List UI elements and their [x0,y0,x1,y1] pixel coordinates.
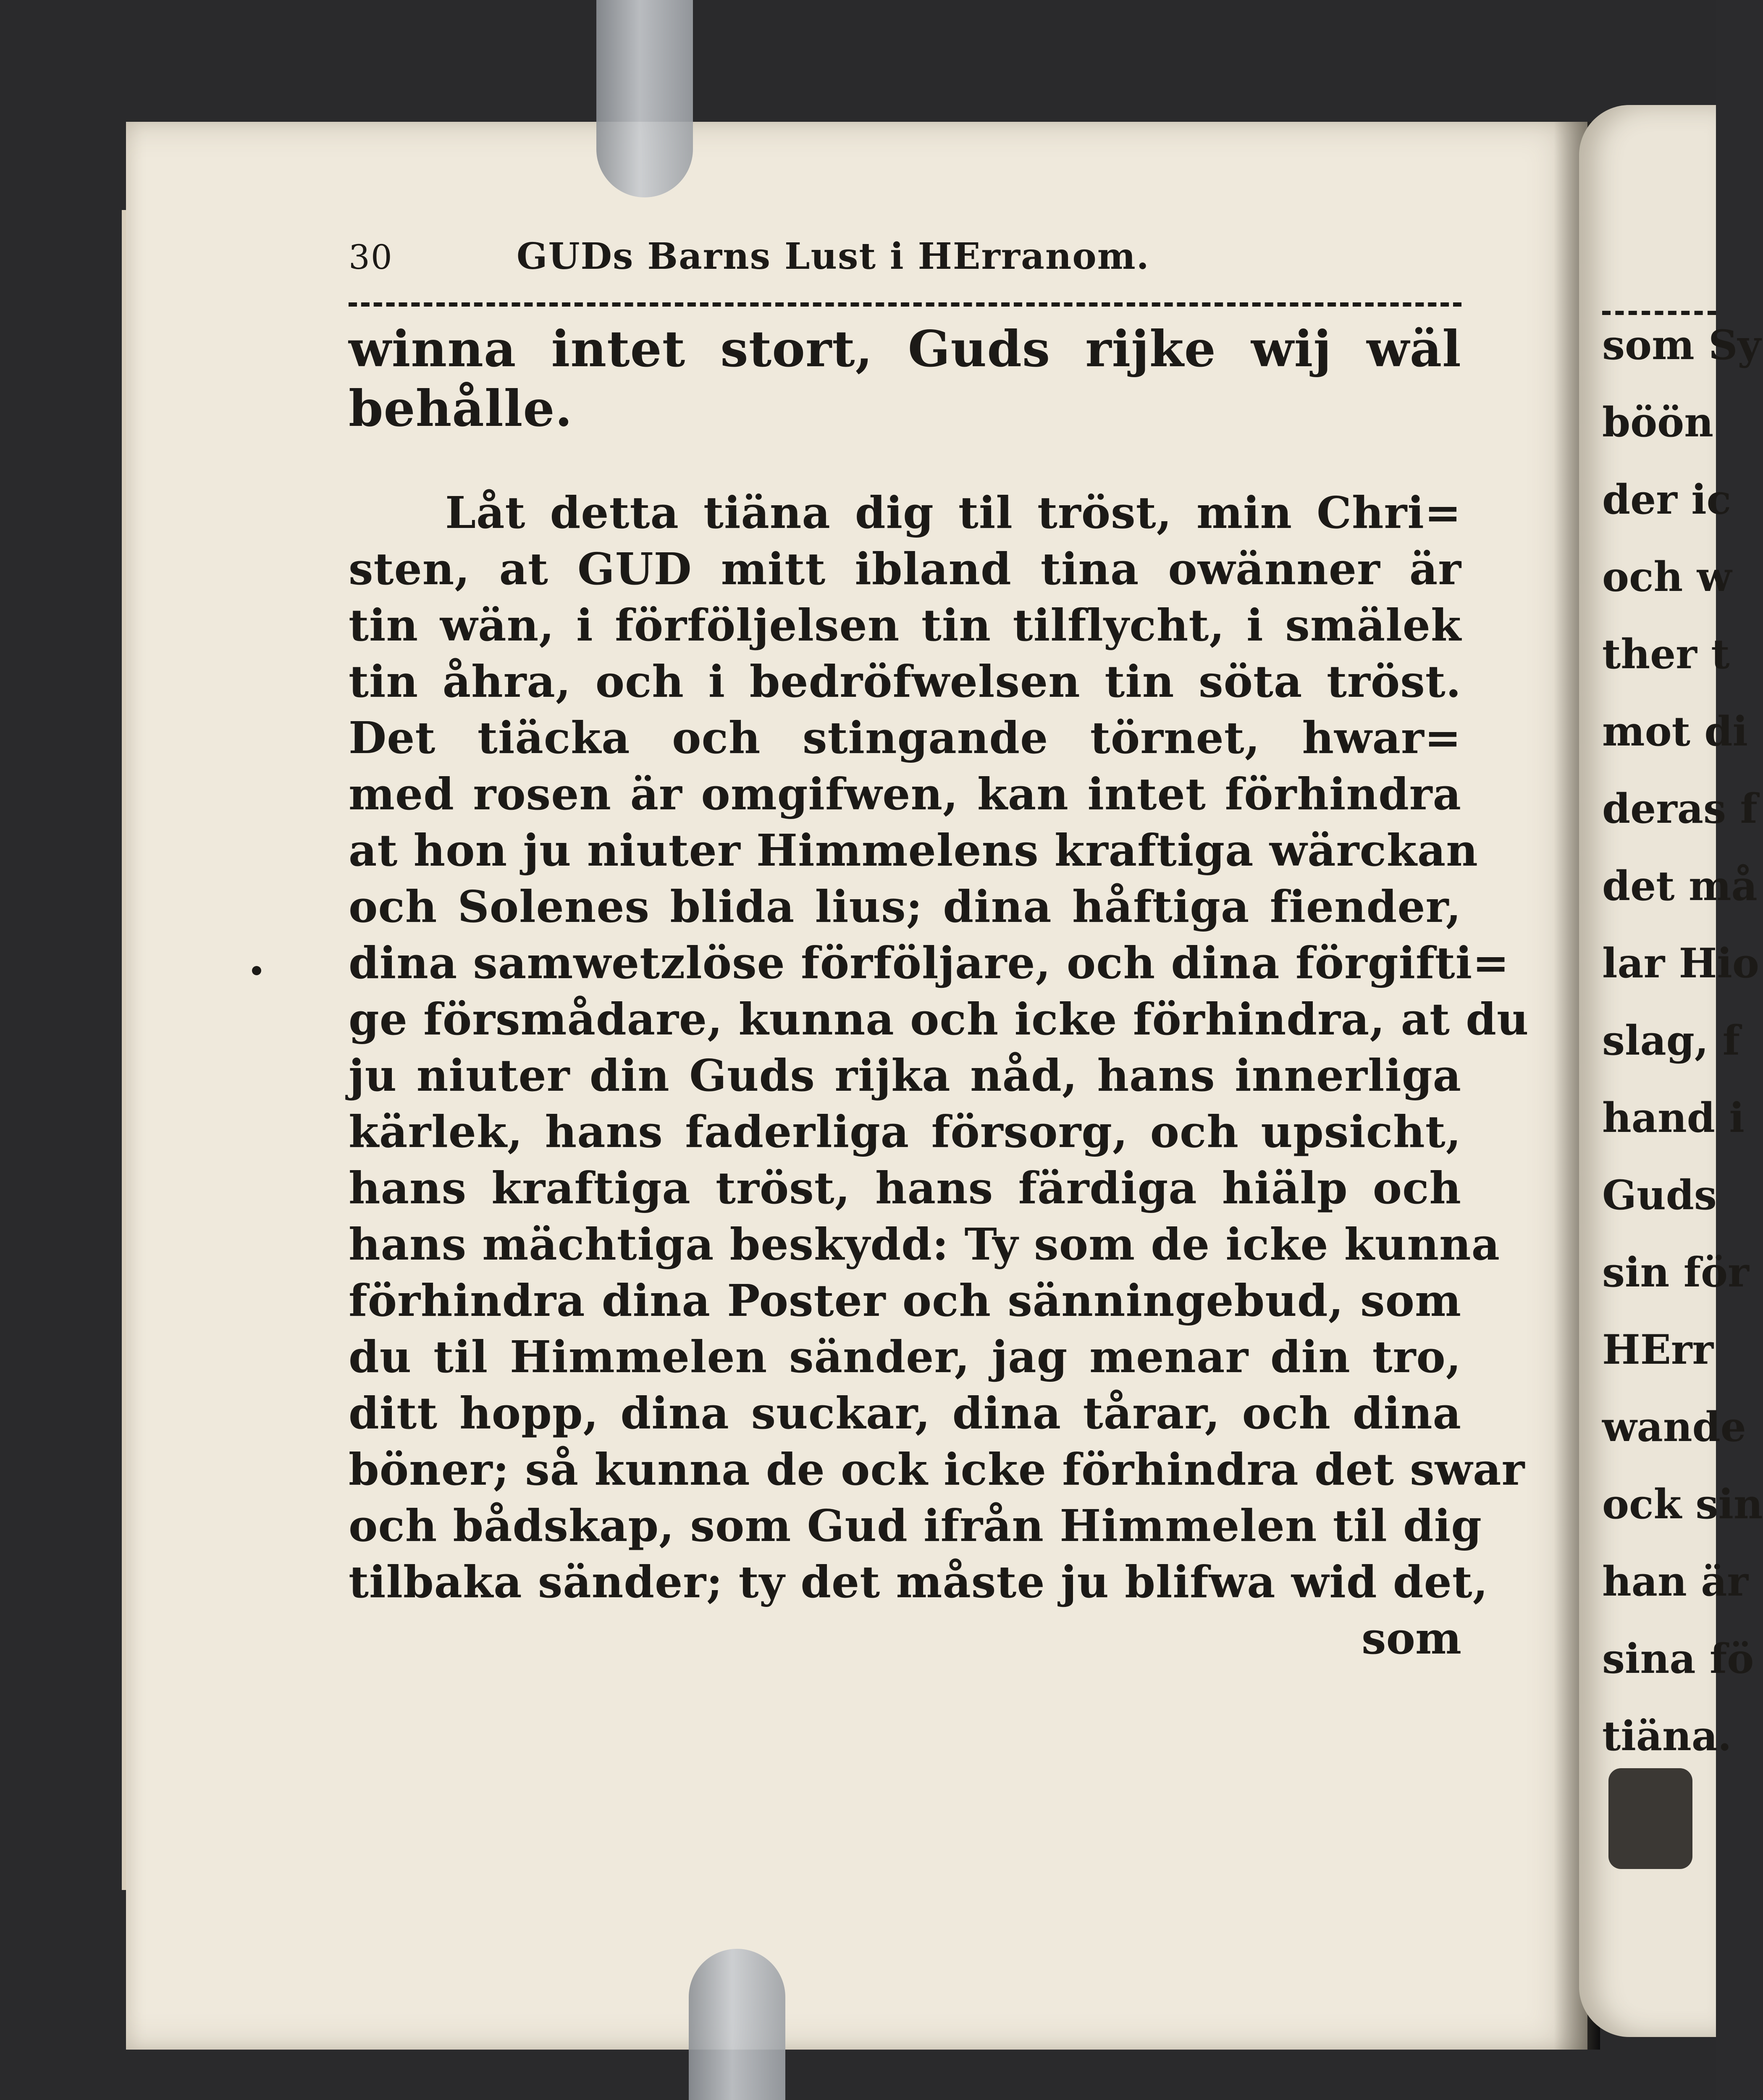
text-line: och Solenes blida lius; dina håftiga fiender, [349,881,1461,932]
text-line: och bådskap, som Gud ifrån Himmelen til dig [349,1500,1482,1551]
right-text-line: tiäna. [1602,1712,1732,1760]
text-line: sten, at GUD mitt ibland tina owänner är [349,543,1461,595]
right-text-line: och w [1602,553,1732,601]
catchword: som [1362,1612,1461,1664]
right-text-line: hand i [1602,1094,1745,1142]
right-text-line: Guds [1602,1171,1717,1219]
right-text-line: deras f [1602,785,1758,832]
text-line: du til Himmelen sänder, jag menar din tro, [349,1331,1461,1383]
text-line: dina samwetzlöse förföljare, och dina förgifti= [349,937,1510,989]
right-text-line: sina fö [1602,1635,1754,1683]
text-line: hans kraftiga tröst, hans färdiga hiälp och [349,1162,1461,1214]
text-line: kärlek, hans faderliga försorg, och upsicht, [349,1106,1461,1158]
text-line: förhindra dina Poster och sänningebud, som [349,1275,1461,1326]
page-number: 30 [349,238,393,277]
right-text-line: det må [1602,862,1758,910]
text-line: tin åhra, och i bedröfwelsen tin söta tröst. [349,656,1461,707]
text-line: Det tiäcka och stingande törnet, hwar= [349,712,1461,764]
right-text-line: HErr [1602,1326,1714,1373]
page-header [349,235,1461,298]
right-text-line: böön [1602,399,1713,446]
text-line: tilbaka sänder; ty det måste ju blifwa wid det, [349,1556,1488,1608]
text-line: ge försmådare, kunna och icke förhindra, at du [349,993,1529,1045]
right-page-text [1602,307,1763,1775]
right-text-line: mot di [1602,708,1748,755]
decorative-initial-icon [1608,1768,1692,1869]
text-line: ditt hopp, dina suckar, dina tårar, och dina [349,1387,1461,1439]
right-text-line: wande [1602,1403,1746,1451]
text-line: ju niuter din Guds rijka nåd, hans innerliga [349,1050,1461,1101]
right-text-line: han är [1602,1558,1748,1605]
right-text-line: ther t [1602,630,1730,678]
page-clip-bottom [689,1949,785,2100]
text-line: behålle. [349,379,573,438]
page-text [349,235,1529,1667]
text-line: winna intet stort, Guds rijke wij wäl [349,320,1461,378]
paragraph-gap [349,438,1461,485]
right-text-line: sin för [1602,1249,1749,1296]
right-text-line: der ic [1602,476,1732,523]
running-title: GUDs Barns Lust i HErranom. [517,235,1150,278]
right-text-line: ock sin [1602,1480,1763,1528]
text-line: med rosen är omgifwen, kan intet förhindra [349,768,1461,820]
right-text-line: lar Hio [1602,940,1759,987]
ink-spot [252,966,261,975]
text-line: at hon ju niuter Himmelens kraftiga wärckan [349,824,1478,876]
right-text-line: som Sy [1602,321,1761,369]
text-line: Låt detta tiäna dig til tröst, min Chri= [445,487,1461,538]
text-line: tin wän, i förföljelsen tin tilflycht, i smälek [349,599,1461,651]
text-line: böner; så kunna de ock icke förhindra det swar [349,1444,1525,1495]
page-clip-top [596,0,693,197]
text-line: hans mächtiga beskydd: Ty som de icke kunna [349,1218,1500,1270]
right-text-line: slag, f [1602,1017,1740,1064]
header-rule [349,302,1461,307]
